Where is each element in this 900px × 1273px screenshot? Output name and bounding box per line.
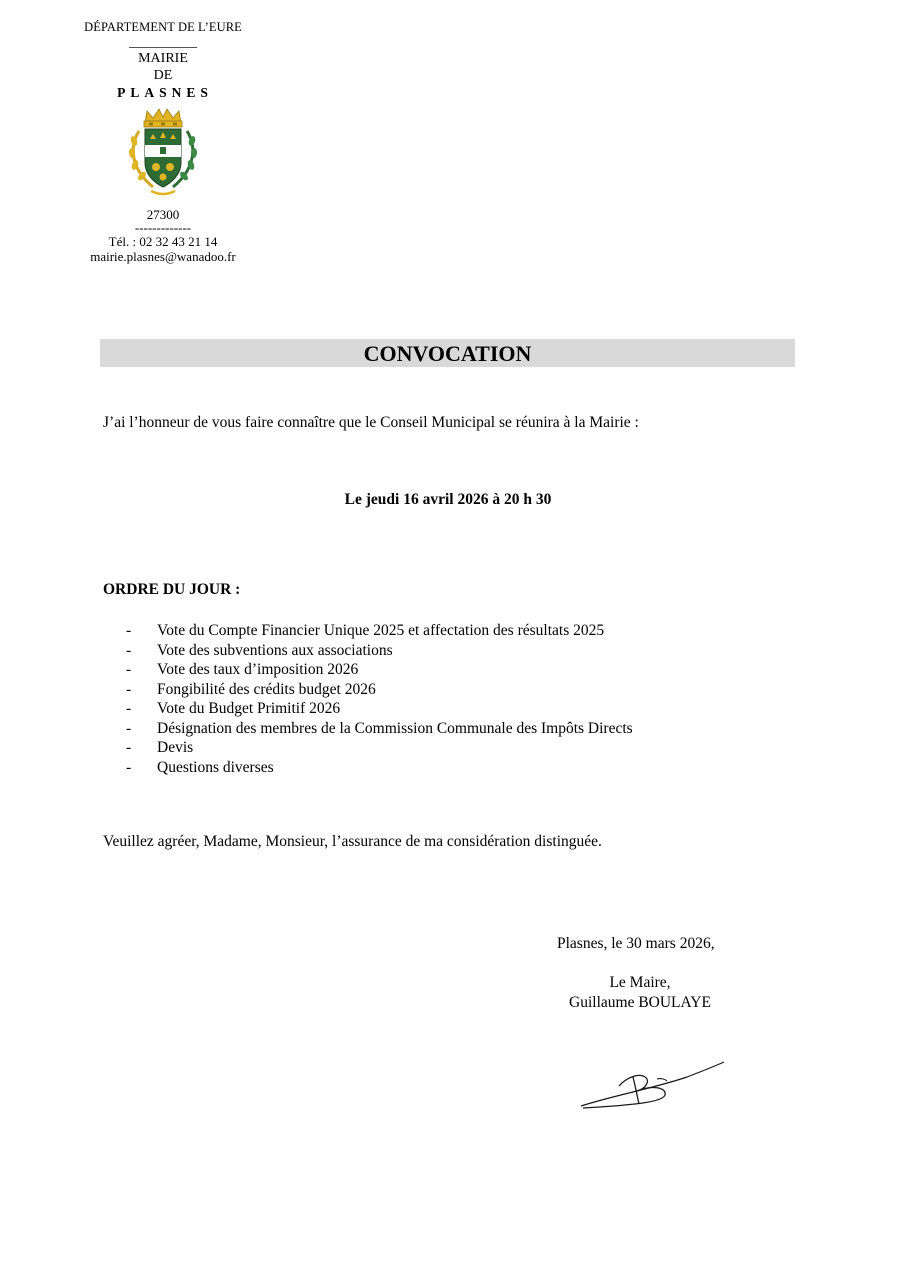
- document-title: CONVOCATION: [100, 339, 795, 367]
- list-item: [126, 738, 633, 758]
- agenda-list: [126, 621, 633, 777]
- bullet-dash: -: [126, 622, 132, 639]
- signer-block: [540, 973, 740, 1013]
- meeting-date: Le jeudi 16 avril 2026 à 20 h 30: [344, 491, 552, 508]
- bullet-dash: -: [126, 680, 132, 698]
- signature-icon: [575, 1055, 730, 1115]
- agenda-item-text: Vote du Budget Primitif 2026: [157, 700, 341, 717]
- list-item: [126, 660, 633, 680]
- phone-number: Tél. : 02 32 43 21 14: [108, 234, 218, 249]
- agenda-item-text: Désignation des membres de la Commission Communale des Impôts Directs: [157, 719, 633, 737]
- agenda-item-text: Vote des taux d’imposition 2026: [157, 661, 359, 678]
- list-item: [126, 680, 633, 700]
- agenda-item-text: Vote du Compte Financier Unique 2025 et affectation des résultats 2025: [157, 622, 605, 639]
- letterhead-divider: [129, 47, 197, 48]
- agenda-item-text: Questions diverses: [157, 758, 274, 776]
- coat-of-arms-icon: [123, 107, 203, 199]
- bullet-dash: -: [126, 739, 132, 756]
- de-label: DE: [153, 68, 173, 83]
- agenda-item-text: Vote des subventions aux associations: [157, 641, 393, 659]
- intro-paragraph: J’ai l’honneur de vous faire connaître que le Conseil Municipal se réunira à la Mairie :: [103, 414, 639, 431]
- bullet-dash: -: [126, 719, 132, 737]
- email-address: mairie.plasnes@wanadoo.fr: [90, 249, 236, 264]
- mairie-label: MAIRIE: [138, 51, 188, 66]
- letterhead: [78, 20, 248, 264]
- agenda-heading: ORDRE DU JOUR :: [103, 581, 241, 598]
- list-item: [126, 699, 633, 719]
- list-item: [126, 621, 633, 641]
- place-and-date: Plasnes, le 30 mars 2026,: [557, 935, 715, 952]
- list-item: [126, 719, 633, 739]
- signer-role: Le Maire,: [609, 974, 671, 991]
- list-item: [126, 758, 633, 778]
- list-item: [126, 641, 633, 661]
- agenda-item-text: Devis: [157, 739, 194, 756]
- postcode: 27300: [146, 207, 180, 222]
- bullet-dash: -: [126, 641, 132, 659]
- town-name: PLASNES: [117, 85, 213, 100]
- separator-dashes: -------------: [134, 220, 192, 235]
- closing-formula: Veuillez agréer, Madame, Monsieur, l’assurance de ma considération distinguée.: [103, 833, 602, 850]
- bullet-dash: -: [126, 700, 132, 717]
- agenda-item-text: Fongibilité des crédits budget 2026: [157, 680, 376, 698]
- bullet-dash: -: [126, 661, 132, 678]
- bullet-dash: -: [126, 758, 132, 776]
- department-name: DÉPARTEMENT DE L’EURE: [84, 20, 242, 34]
- signer-name: Guillaume BOULAYE: [569, 994, 711, 1011]
